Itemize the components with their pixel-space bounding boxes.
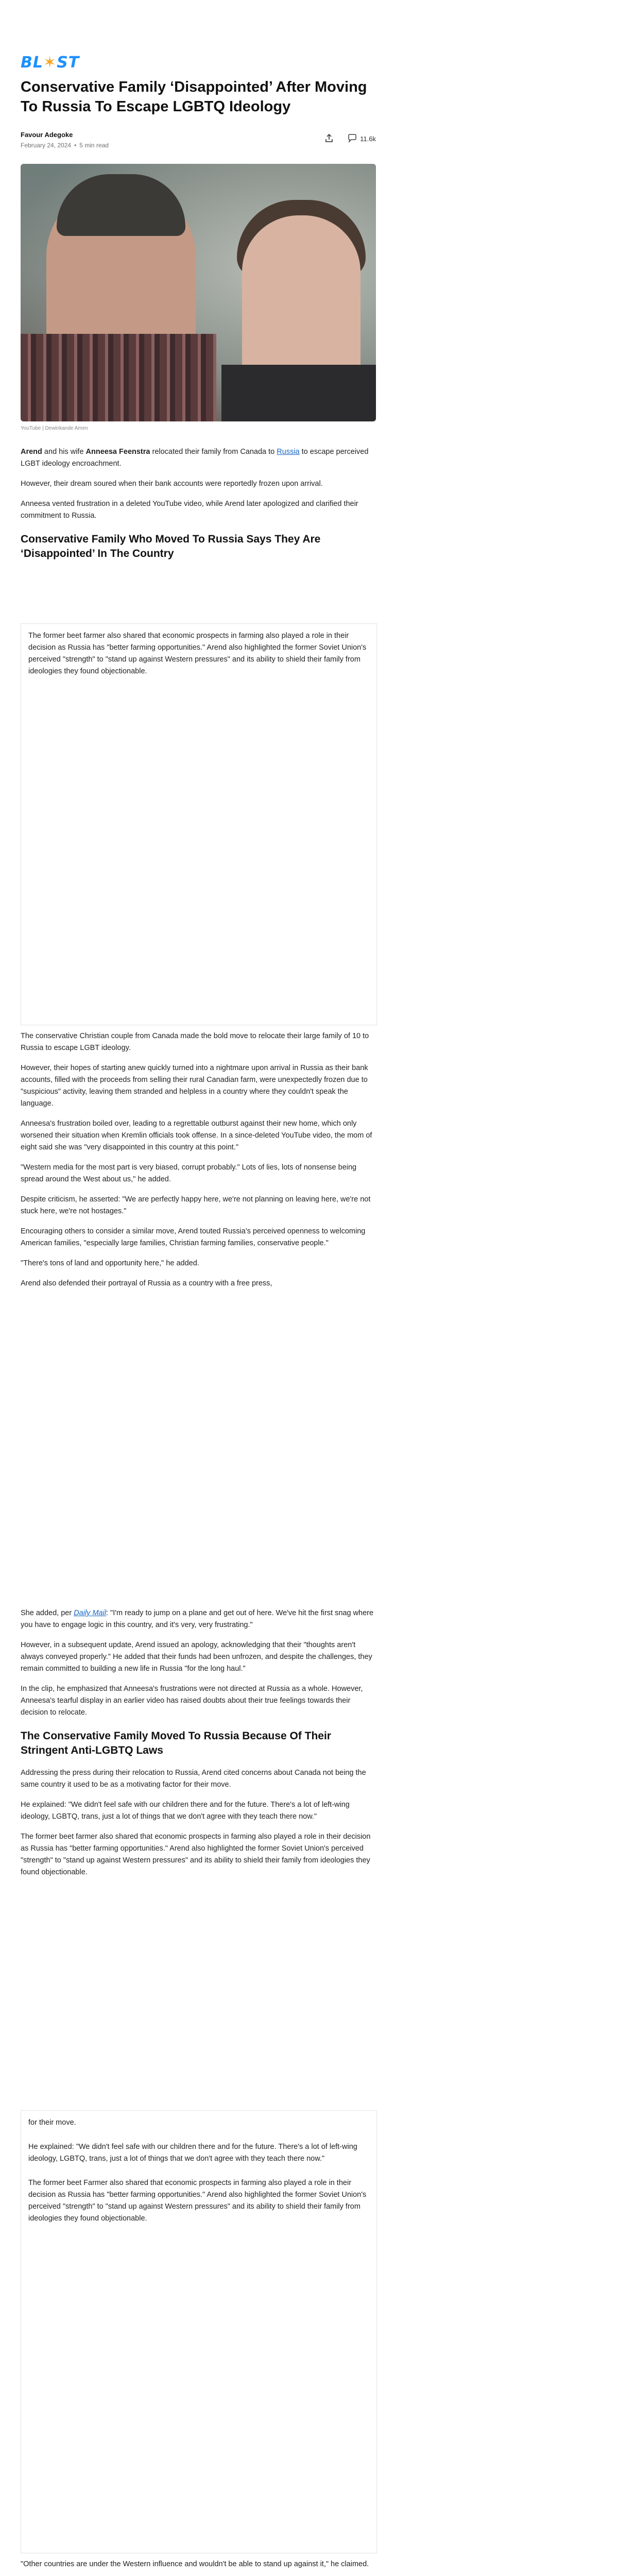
publish-date: February 24, 2024 <box>21 142 72 149</box>
para: The former beet farmer also shared that economic prospects in farming also played a role in their decision as Russia has "better farming opportunities." Arend also highlighted the former Soviet Union's perceived "strength" to "stand up against Western pressures" and its ability to shield their family from ideologies they found objectionable. <box>21 1833 371 1876</box>
article-intro <box>21 446 376 570</box>
site-logo[interactable] <box>21 54 79 72</box>
embed-box-2 <box>21 2110 377 2553</box>
para: However, in a subsequent update, Arend issued an apology, acknowledging that their "thoughts aren't always conveyed properly." He added that their funds had been unfrozen, and despite the challenges, they remain committed to building a new life in Russia "for the long haul." <box>21 1641 372 1673</box>
section-1-body-b <box>21 1607 376 1887</box>
section-1-body <box>21 1030 376 1298</box>
para: Arend also defended their portrayal of Russia as a country with a free press, <box>21 1279 272 1287</box>
para: Addressing the press during their relocation to Russia, Arend cited concerns about Canada not being the same country it used to be as a motivating factor for their move. <box>21 1769 366 1789</box>
para: The conservative Christian couple from Canada made the bold move to relocate their large family of 10 to Russia to escape LGBT ideology. <box>21 1032 369 1052</box>
para: Despite criticism, he asserted: "We are perfectly happy here, we're not planning on leaving here, we're not stuck here, we're not hostages." <box>21 1195 371 1215</box>
embed-2-text-1: He explained: "We didn't feel safe with our children there and for the future. There's a lot of left-wing ideology, LGBTQ, trans, just a lot of things that we don't agree with they teach there now." <box>28 2143 357 2163</box>
byline <box>21 131 376 151</box>
share-icon[interactable] <box>323 133 335 144</box>
para: "Western media for the most part is very biased, corrupt probably." Lots of lies, lots of nonsense being spread around the West about us," he added. <box>21 1163 357 1183</box>
daily-mail-link[interactable]: Daily Mail <box>74 1609 107 1617</box>
logo-text-end: ST <box>57 54 80 72</box>
intro-para-1: Arend and his wife Anneesa Feenstra relocated their family from Canada to Russia to escape perceived LGBT ideology encroachment. <box>21 448 369 468</box>
embed-2-text-2: The former beet Farmer also shared that economic prospects in farming also played a role in their decision as Russia has "better farming opportunities." Arend also highlighted the former Soviet Union's perceived "strength" to "stand up against Western pressures" and its ability to shield their family from ideologies they found objectionable. <box>28 2179 367 2223</box>
section-2-body-b <box>21 2558 376 2576</box>
embed-2-lead: for their move. <box>28 2119 76 2127</box>
intro-para-3: Anneesa vented frustration in a deleted YouTube video, while Arend later apologized and clarified their commitment to Russia. <box>21 500 358 520</box>
daily-mail-para: She added, per Daily Mail: "I'm ready to jump on a plane and get out of here. We've hit the first snag where you have to engage logic in this country, and it's very, very frustrating." <box>21 1609 374 1629</box>
comment-icon <box>348 133 357 144</box>
comments-button[interactable] <box>348 133 376 144</box>
intro-para-2: However, their dream soured when their bank accounts were reportedly frozen upon arrival. <box>21 480 323 488</box>
article-meta: February 24, 2024 • 5 min read <box>21 142 109 149</box>
logo-text: BL <box>21 54 43 72</box>
para: In the clip, he emphasized that Anneesa's frustrations were not directed at Russia as a whole. However, Anneesa's tearful display in an earlier video has raised doubts about their true feelings towards their decision to relocate. <box>21 1685 363 1717</box>
para: "Other countries are under the Western influence and wouldn't be able to stand up against it," he claimed. <box>21 2560 369 2568</box>
section-2-title: The Conservative Family Moved To Russia Because Of Their Stringent Anti-LGBTQ Laws <box>21 1730 331 1756</box>
para: Anneesa's frustration boiled over, leading to a regrettable outburst against their new home, which only worsened their situation when Kremlin officials took offense. In a since-deleted YouTube video, the mom of eight said she was "very disappointed in this country at this point." <box>21 1120 372 1151</box>
comment-count: 11.6k <box>360 134 376 143</box>
russia-link[interactable]: Russia <box>277 448 300 456</box>
para: However, their hopes of starting anew quickly turned into a nightmare upon arrival in Russia as their bank accounts, filled with the proceeds from selling their rural Canadian farm, were unexpectedly frozen due to "suspicious" activity, leaving them stranded and helpless in a country where they couldn't speak the language. <box>21 1064 368 1108</box>
para: "There's tons of land and opportunity here," he added. <box>21 1259 199 1267</box>
embed-box-1 <box>21 623 377 1025</box>
read-time: 5 min read <box>79 142 109 149</box>
logo-star-icon: ✶ <box>43 54 57 72</box>
image-caption: YouTube | Dewinkande Amen <box>21 426 88 431</box>
para: Encouraging others to consider a similar move, Arend touted Russia's perceived openness to welcoming American families, "especially large families, Christian farming families, conservative people." <box>21 1227 366 1247</box>
section-1-title: Conservative Family Who Moved To Russia Says They Are ‘Disappointed’ In The Country <box>21 533 321 560</box>
para: He explained: "We didn't feel safe with our children there and for the future. There's a lot of left-wing ideology, LGBTQ, trans, just a lot of things that we don't agree with they teach there now." <box>21 1801 350 1821</box>
author-name[interactable]: Favour Adegoke <box>21 131 73 139</box>
article-headline: Conservative Family ‘Disappointed’ After Moving To Russia To Escape LGBTQ Ideology <box>21 79 367 115</box>
embed-1-text: The former beet farmer also shared that economic prospects in farming also played a role in their decision as Russia has "better farming opportunities." Arend also highlighted the former Soviet Union's perceived "strength" to "stand up against Western pressures" and its ability to shield their family from ideologies they found objectionable. <box>28 632 367 675</box>
hero-image <box>21 164 376 421</box>
